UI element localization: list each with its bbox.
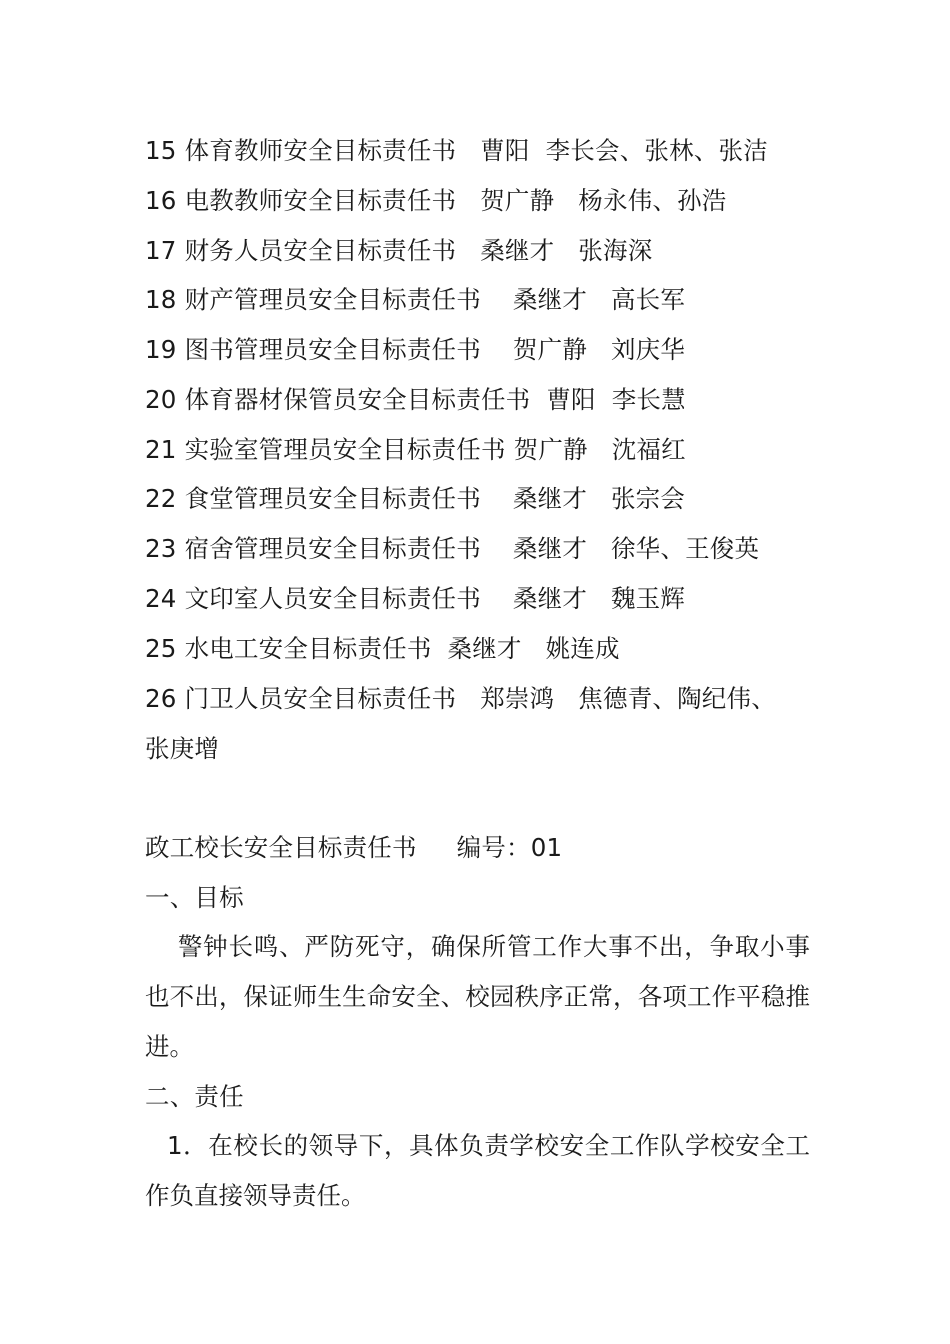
section-heading: 二、责任 [145, 1082, 244, 1111]
section-item-text: 1．在校长的领导下，具体负责学校安全工作队学校安全工作负直接领导责任。 [145, 1131, 810, 1210]
list-item: 26 门卫人员安全目标责任书 郑崇鸿 焦德青、陶纪伟、 [145, 684, 776, 713]
list-item: 18 财产管理员安全目标责任书 桑继才 高长军 [145, 285, 686, 314]
document-title: 政工校长安全目标责任书 编号：01 [145, 833, 563, 862]
list-item: 19 图书管理员安全目标责任书 贺广静 刘庆华 [145, 335, 686, 364]
list-item: 20 体育器材保管员安全目标责任书 曹阳 李长慧 [145, 385, 686, 414]
list-item: 25 水电工安全目标责任书 桑继才 姚连成 [145, 634, 620, 663]
section-heading: 一、目标 [145, 883, 244, 912]
list-item: 17 财务人员安全目标责任书 桑继才 张海深 [145, 236, 653, 265]
section-body [145, 922, 810, 1072]
list-item: 15 体育教师安全目标责任书 曹阳 李长会、张林、张洁 [145, 136, 768, 165]
list-item: 24 文印室人员安全目标责任书 桑继才 魏玉辉 [145, 584, 686, 613]
list-item: 23 宿舍管理员安全目标责任书 桑继才 徐华、王俊英 [145, 534, 760, 563]
list-item: 16 电教教师安全目标责任书 贺广静 杨永伟、孙浩 [145, 186, 727, 215]
list-item: 张庚增 [145, 734, 220, 763]
section-body-text: 警钟长鸣、严防死守，确保所管工作大事不出，争取小事也不出，保证师生生命安全、校园秩序正常，各项工作平稳推进。 [145, 932, 810, 1061]
section-item [145, 1121, 810, 1221]
list-item: 22 食堂管理员安全目标责任书 桑继才 张宗会 [145, 484, 686, 513]
list-item: 21 实验室管理员安全目标责任书 贺广静 沈福红 [145, 435, 686, 464]
